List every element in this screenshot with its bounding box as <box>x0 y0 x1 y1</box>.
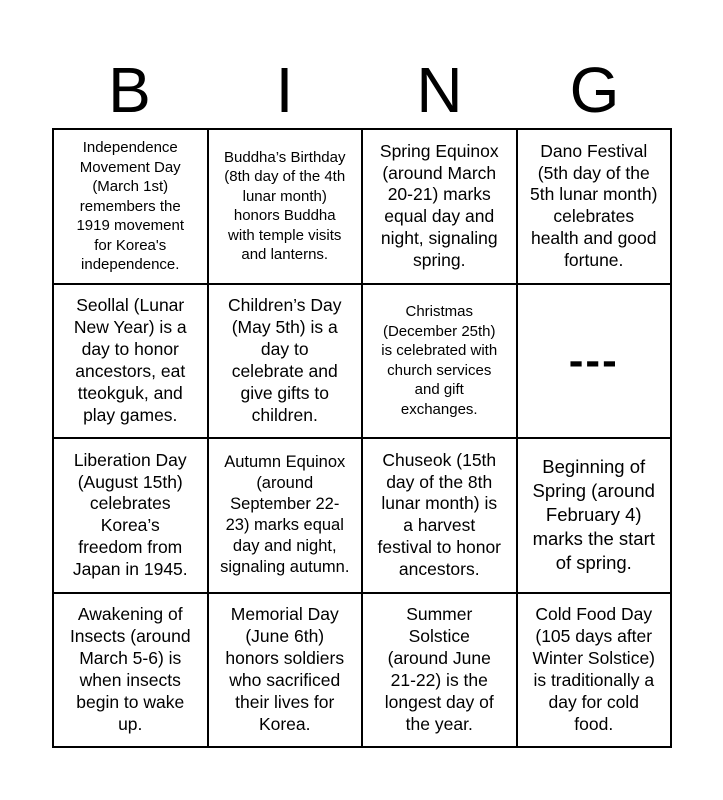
bingo-cell[interactable] <box>363 439 518 594</box>
bingo-cell[interactable] <box>54 439 209 594</box>
cell-text: Spring Equinox (around March 20-21) marks equal day and night, signaling spring. <box>379 140 499 270</box>
bingo-cell[interactable] <box>518 439 673 594</box>
bingo-cell[interactable] <box>363 285 518 440</box>
cell-text: Chuseok (15th day of the 8th lunar month) is a harvest festival to honor ancestors. <box>377 449 502 579</box>
cell-text: Cold Food Day (105 days after Winter Solstice) is traditionally a day for cold food. <box>532 604 656 734</box>
bingo-cell[interactable] <box>363 594 518 749</box>
bingo-cell[interactable] <box>209 285 364 440</box>
cell-text: Buddha’s Birthday (8th day of the 4th lunar month) honors Buddha with temple visits and lanterns. <box>224 148 346 264</box>
cell-text: Liberation Day (August 15th) celebrates Korea’s freedom from Japan in 1945. <box>72 449 188 579</box>
bingo-cell[interactable] <box>54 285 209 440</box>
cell-text: Independence Movement Day (March 1st) remembers the 1919 movement for Korea's independence. <box>76 139 185 273</box>
bingo-card-grid <box>52 128 672 748</box>
bingo-cell[interactable] <box>209 594 364 749</box>
cell-text: Dano Festival (5th day of the 5th lunar month) celebrates health and good fortune. <box>530 140 658 270</box>
bingo-cell[interactable] <box>54 594 209 749</box>
bingo-cell[interactable] <box>363 130 518 285</box>
cell-text: Memorial Day (June 6th) honors soldiers who sacrificed their lives for Korea. <box>225 604 345 734</box>
cell-text: Seollal (Lunar New Year) is a day to honor ancestors, eat tteokguk, and play games. <box>73 295 187 425</box>
cell-text: Awakening of Insects (around March 5-6) is when insects begin to wake up. <box>69 604 191 734</box>
cell-text: Christmas (December 25th) is celebrated with church services and gift exchanges. <box>381 303 498 418</box>
free-space-dashes: --- <box>568 335 619 385</box>
header-letter-b: B <box>108 54 151 126</box>
bingo-header <box>52 55 672 125</box>
bingo-cell[interactable] <box>518 594 673 749</box>
header-letter-i: I <box>275 54 294 126</box>
header-letter-g: G <box>569 54 620 126</box>
bingo-cell[interactable] <box>54 130 209 285</box>
header-letter-n: N <box>416 54 463 126</box>
cell-text: Summer Solstice (around June 21-22) is the longest day of the year. <box>384 604 494 734</box>
cell-text: Children’s Day (May 5th) is a day to celebrate and give gifts to children. <box>228 295 342 425</box>
bingo-cell[interactable] <box>209 130 364 285</box>
cell-text: Autumn Equinox (around September 22- 23) marks equal day and night, signaling autumn. <box>220 453 350 577</box>
cell-text: Beginning of Spring (around February 4) marks the start of spring. <box>532 456 655 574</box>
bingo-cell[interactable] <box>209 439 364 594</box>
bingo-cell[interactable] <box>518 130 673 285</box>
free-space-cell[interactable] <box>518 285 673 440</box>
